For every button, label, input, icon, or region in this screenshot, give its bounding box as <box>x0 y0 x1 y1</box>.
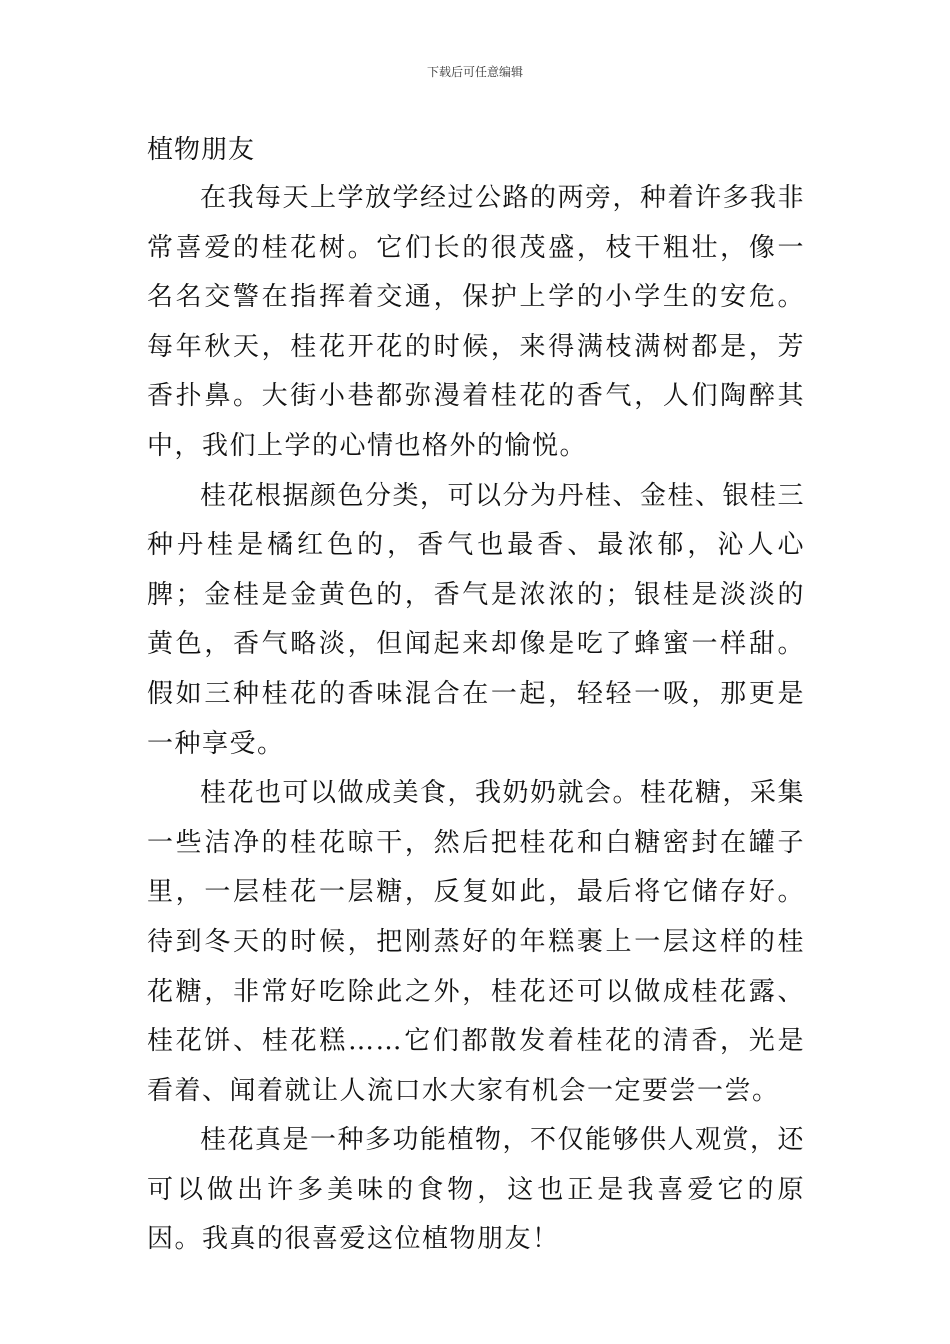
paragraph: 在我每天上学放学经过公路的两旁，种着许多我非常喜爱的桂花树。它们长的很茂盛，枝干粗壮，像一名名交警在指挥着交通，保护上学的小学生的安危。每年秋天，桂花开花的时候，来得满枝满树都是，芳香扑鼻。大街小巷都弥漫着桂花的香气，人们陶醉其中，我们上学的心情也格外的愉悦。 <box>147 183 806 461</box>
header-note: 下载后可任意编辑 <box>426 65 523 79</box>
paragraph: 桂花根据颜色分类，可以分为丹桂、金桂、银桂三种丹桂是橘红色的，香气也最香、最浓郁，沁人心脾；金桂是金黄色的，香气是浓浓的；银桂是淡淡的黄色，香气略淡，但闻起来却像是吃了蜂蜜一样甜。假如三种桂花的香味混合在一起，轻轻一吸，那更是一种享受。 <box>147 480 806 759</box>
paragraph: 桂花也可以做成美食，我奶奶就会。桂花糖，采集一些洁净的桂花晾干，然后把桂花和白糖密封在罐子里，一层桂花一层糖，反复如此，最后将它储存好。待到冬天的时候，把刚蒸好的年糕裹上一层这样的桂花糖，非常好吃除此之外，桂花还可以做成桂花露、桂花饼、桂花糕……它们都散发着桂花的清香，光是看着、闻着就让人流口水大家有机会一定要尝一尝。 <box>147 778 806 1106</box>
document-body <box>147 174 805 1265</box>
document-title: 植物朋友 <box>147 135 256 165</box>
paragraph: 桂花真是一种多功能植物，不仅能够供人观赏，还可以做出许多美味的食物，这也正是我喜爱它的原因。我真的很喜爱这位植物朋友！ <box>147 1125 806 1255</box>
